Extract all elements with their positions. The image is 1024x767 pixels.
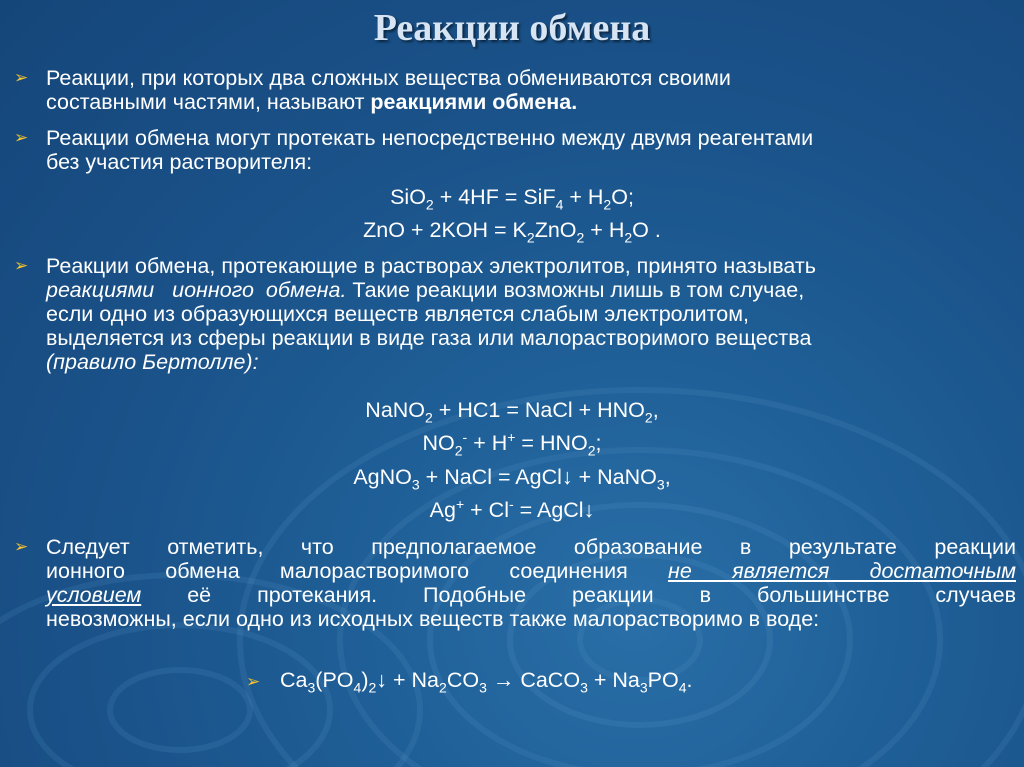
chevron-right-icon: ➢ bbox=[14, 68, 29, 87]
equation-6: Ag+ + Cl- = AgCl↓ bbox=[429, 495, 595, 522]
bullet-3-line-4: выделяется из сферы реакции в виде газа или малорастворимого вещества bbox=[46, 326, 812, 350]
bullet-4-emphasis: не является достаточным bbox=[668, 559, 1016, 583]
bullet-3-line-2-plain: Такие реакции возможны лишь в том случае, bbox=[346, 278, 805, 302]
equation-3: NaNO$_2$ + HC1 = NaCl + $HNO_2$, bbox=[365, 398, 659, 426]
bullet-4-emphasis-cont: условием bbox=[46, 583, 142, 607]
chevron-right-icon: ➢ bbox=[14, 256, 29, 275]
chevron-right-icon: ➢ bbox=[14, 537, 29, 556]
equation-2: ZnO + $2KOH = K_2ZnO_2 + H_2O$ . bbox=[363, 218, 661, 246]
bullet-2-line-1: Реакции обмена могут протекать непосредственно между двумя реагентами bbox=[46, 126, 814, 150]
bullet-1-term: реакциями обмена. bbox=[370, 90, 578, 114]
chevron-right-icon: ➢ bbox=[14, 128, 29, 147]
bullet-4-text bbox=[46, 535, 1016, 631]
bullet-4-line-2 bbox=[46, 559, 1016, 583]
bullet-1-line-1: Реакции, при которых два сложных вещества обмениваются своими bbox=[46, 66, 731, 90]
bullet-2-text bbox=[46, 126, 1016, 174]
bullet-4-line-2-plain: ионного обмена малорастворимого соединения bbox=[46, 559, 669, 583]
bullet-4-line-4: невозможны, если одно из исходных веществ также малорастворимо в воде: bbox=[46, 607, 820, 631]
equation-4: $NO_2^- + H^+ = HNO_2$; bbox=[422, 428, 602, 459]
bullet-4-line-1: Следует отметить, что предполагаемое образование в результате реакции bbox=[46, 535, 1016, 559]
equation-1: $SiO_2 + 4HF = SiF_4 + H_2O$; bbox=[390, 185, 634, 213]
bullet-3-line-3: если одно из образующихся веществ является слабым электролитом, bbox=[46, 302, 750, 326]
equation-7: ➢ $Ca_3(PO_4)_2↓ + Na_2CO_3$ → CaCO$_3$ + $Na_3PO_4$. bbox=[246, 668, 693, 696]
berthollet-rule: (правило Бертолле): bbox=[46, 350, 259, 374]
bullet-3-term: реакциями ионного обмена. bbox=[46, 278, 347, 302]
equation-5: AgNO$_3$ + NaCl = AgCl↓ + NaNO$_3$, bbox=[353, 465, 671, 493]
bullet-3-text bbox=[46, 254, 1016, 374]
bullet-3-line-2 bbox=[46, 278, 1016, 302]
bullet-3-line-1: Реакции обмена, протекающие в растворах электролитов, принято называть bbox=[46, 254, 816, 278]
bullet-1-line-2 bbox=[46, 90, 1016, 114]
bullet-3-rule bbox=[46, 350, 1016, 374]
bullet-4-line-3 bbox=[46, 583, 1016, 607]
bullet-2-line-2: без участия растворителя: bbox=[46, 150, 313, 174]
bullet-4-line-3-plain: её протекания. Подобные реакции в большинстве случаев bbox=[141, 583, 1016, 607]
chevron-right-icon: ➢ bbox=[246, 672, 261, 691]
bullet-1-text bbox=[46, 66, 1016, 114]
bullet-1-line-2-plain: составными частями, называют bbox=[46, 90, 371, 114]
slide-title: Реакции обмена bbox=[373, 7, 651, 49]
